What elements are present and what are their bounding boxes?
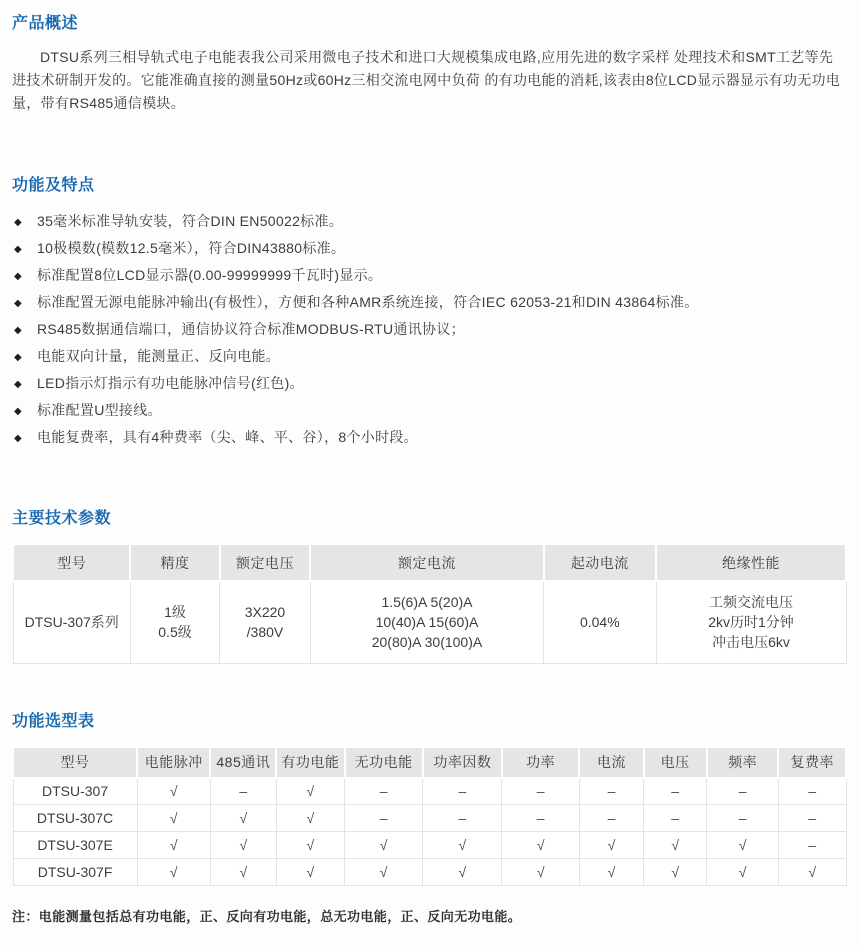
spec-insulation-cell (656, 581, 846, 663)
spec-starting-current-cell: 0.04% (544, 581, 656, 663)
spec-col-header-insulation: 绝缘性能 (656, 544, 846, 581)
feature-text: 标准配置8位LCD显示器(0.00-99999999千瓦时)显示。 (37, 267, 383, 283)
spec-voltage-cell (220, 581, 311, 663)
cell-line: 10(40)A 15(60)A (375, 614, 479, 631)
feature-flag-cell: – (502, 805, 579, 832)
sel-col-header-power: 功率 (502, 747, 579, 778)
feature-flag-cell: – (579, 805, 643, 832)
diamond-bullet-icon: ◆ (14, 244, 22, 255)
cell-line: 1级 (164, 604, 186, 621)
feature-text: 电能复费率，具有4种费率（尖、峰、平、谷），8个小时段。 (37, 429, 418, 445)
feature-flag-cell: √ (276, 859, 344, 886)
diamond-bullet-icon: ◆ (14, 379, 22, 390)
feature-text: 标准配置U型接线。 (37, 402, 162, 418)
sel-col-header-current: 电流 (579, 747, 643, 778)
feature-flag-cell: √ (210, 859, 276, 886)
spec-current-cell (310, 581, 543, 663)
selection-row-dtsu-307 (13, 778, 846, 805)
feature-flag-cell: √ (137, 832, 210, 859)
feature-flag-cell: √ (345, 859, 423, 886)
selection-row-dtsu-307c (13, 805, 846, 832)
feature-flag-cell: √ (579, 832, 643, 859)
sel-col-header-485-comm: 485通讯 (210, 747, 276, 778)
feature-text: 标准配置无源电能脉冲输出(有极性），方便和各种AMR系统连接，符合IEC 62053-21和DIN 43864标准。 (37, 294, 699, 310)
diamond-bullet-icon: ◆ (14, 271, 22, 282)
cell-line: 1.5(6)A 5(20)A (381, 594, 473, 611)
feature-flag-cell: √ (579, 859, 643, 886)
feature-item (12, 316, 847, 343)
feature-flag-cell: – (423, 778, 502, 805)
feature-flag-cell: √ (423, 832, 502, 859)
feature-text: 电能双向计量，能测量正、反向电能。 (37, 348, 281, 364)
feature-flag-cell: √ (276, 832, 344, 859)
feature-flag-cell: – (707, 778, 779, 805)
feature-flag-cell: – (644, 805, 707, 832)
feature-flag-cell: – (778, 778, 846, 805)
model-cell: DTSU-307C (13, 805, 137, 832)
feature-flag-cell: – (778, 832, 846, 859)
feature-flag-cell: √ (707, 859, 779, 886)
model-cell: DTSU-307 (13, 778, 137, 805)
feature-item (12, 208, 847, 235)
model-cell: DTSU-307E (13, 832, 137, 859)
spec-model-cell: DTSU-307系列 (13, 581, 130, 663)
feature-flag-cell: √ (276, 805, 344, 832)
feature-flag-cell: – (579, 778, 643, 805)
spec-col-header-accuracy: 精度 (130, 544, 219, 581)
selection-row-dtsu-307e (13, 832, 846, 859)
cell-line: 冲击电压6kv (712, 634, 790, 651)
cell-line: 20(80)A 30(100)A (371, 634, 483, 651)
feature-flag-cell: – (345, 805, 423, 832)
feature-flag-cell: – (502, 778, 579, 805)
specs-title: 主要技术参数 (12, 510, 112, 527)
feature-text: 35毫米标准导轨安装，符合DIN EN50022标准。 (37, 213, 344, 229)
spec-accuracy-cell (130, 581, 219, 663)
selection-table (12, 746, 847, 887)
selection-title: 功能选型表 (12, 712, 95, 730)
feature-item (12, 289, 847, 316)
feature-flag-cell: – (707, 805, 779, 832)
sel-col-header-power-factor: 功率因数 (423, 747, 502, 778)
feature-flag-cell: – (644, 778, 707, 805)
feature-flag-cell: √ (707, 832, 779, 859)
feature-item (12, 262, 847, 289)
cell-line: 工频交流电压 (709, 594, 794, 611)
feature-flag-cell: √ (276, 778, 344, 805)
cell-line: 3X220 (244, 604, 286, 621)
feature-item (12, 343, 847, 370)
spec-table-header-row (13, 544, 846, 581)
sel-col-header-frequency: 频率 (707, 747, 779, 778)
diamond-bullet-icon: ◆ (14, 298, 22, 309)
feature-flag-cell: √ (502, 832, 579, 859)
feature-flag-cell: – (423, 805, 502, 832)
cell-line: 0.5级 (158, 624, 192, 641)
spec-table-row (13, 581, 846, 663)
sel-col-header-energy-pulse: 电能脉冲 (137, 747, 210, 778)
cell-line: /380V (246, 624, 284, 641)
sel-col-header-active-energy: 有功电能 (276, 747, 344, 778)
feature-text: RS485数据通信端口，通信协议符合标准MODBUS-RTU通讯协议； (37, 321, 465, 337)
feature-text: 10极模数(模数12.5毫米），符合DIN43880标准。 (37, 240, 346, 256)
feature-flag-cell: √ (137, 859, 210, 886)
feature-item (12, 424, 847, 451)
table-note: 注：电能测量包括总有功电能，正、反向有功电能，总无功电能，正、反向无功电能。 (12, 909, 522, 924)
feature-item (12, 370, 847, 397)
diamond-bullet-icon: ◆ (14, 217, 22, 228)
feature-flag-cell: – (778, 805, 846, 832)
section-selection (12, 708, 847, 926)
sel-col-header-multi-tariff: 复费率 (778, 747, 846, 778)
feature-flag-cell: – (345, 778, 423, 805)
feature-text: LED指示灯指示有功电能脉冲信号(红色)。 (37, 375, 304, 391)
feature-flag-cell: √ (345, 832, 423, 859)
spec-col-header-starting-current: 起动电流 (544, 544, 656, 581)
model-cell: DTSU-307F (13, 859, 137, 886)
feature-flag-cell: √ (644, 832, 707, 859)
feature-list (12, 208, 847, 451)
overview-paragraph: DTSU系列三相导轨式电子电能表我公司采用微电子技术和进口大规模集成电路,应用先进的数字采样 处理技术和SMT工艺等先进技术研制开发的。它能准确直接的测量50Hz或60Hz三相交流电网中负荷 的有功电能的消耗,该表由8位LCD显示器显示有功无功电量，带有RS485通信模块。 (12, 49, 841, 111)
feature-flag-cell: √ (502, 859, 579, 886)
spec-col-header-rated-current: 额定电流 (310, 544, 543, 581)
sel-col-header-voltage: 电压 (644, 747, 707, 778)
spec-col-header-model: 型号 (13, 544, 130, 581)
feature-item (12, 235, 847, 262)
feature-flag-cell: √ (423, 859, 502, 886)
cell-line: 2kv历时1分钟 (708, 614, 794, 631)
sel-col-header-reactive-energy: 无功电能 (345, 747, 423, 778)
section-specs (12, 505, 847, 664)
sel-col-header-model: 型号 (13, 747, 137, 778)
selection-table-header-row (13, 747, 846, 778)
diamond-bullet-icon: ◆ (14, 433, 22, 444)
spec-col-header-rated-voltage: 额定电压 (220, 544, 311, 581)
diamond-bullet-icon: ◆ (14, 406, 22, 417)
overview-title: 产品概述 (12, 15, 79, 32)
feature-flag-cell: – (210, 778, 276, 805)
diamond-bullet-icon: ◆ (14, 352, 22, 363)
features-title: 功能及特点 (12, 177, 95, 194)
feature-flag-cell: √ (778, 859, 846, 886)
feature-flag-cell: √ (210, 832, 276, 859)
selection-row-dtsu-307f (13, 859, 846, 886)
diamond-bullet-icon: ◆ (14, 325, 22, 336)
feature-flag-cell: √ (644, 859, 707, 886)
feature-item (12, 397, 847, 424)
feature-flag-cell: √ (137, 805, 210, 832)
feature-flag-cell: √ (137, 778, 210, 805)
spec-table (12, 543, 847, 664)
section-overview (12, 10, 847, 115)
feature-flag-cell: √ (210, 805, 276, 832)
section-features (12, 172, 847, 451)
